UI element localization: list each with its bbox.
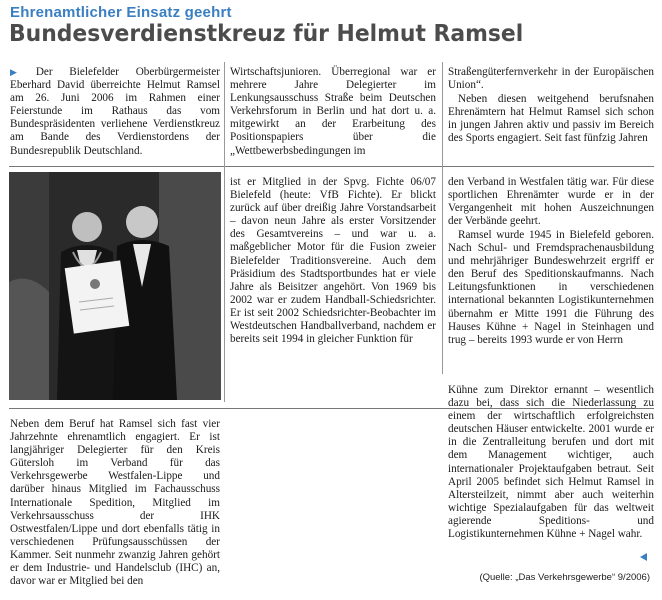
column-rule-2 bbox=[442, 62, 443, 374]
column-rule-1 bbox=[224, 62, 225, 402]
divider-top bbox=[9, 166, 654, 167]
lead-paragraph bbox=[10, 66, 220, 158]
column3-middle-text-a: den Verband in Westfalen tätig war. Für diese sportlichen Ehrenämter wurde er in der Vergangenheit mit hohen Auszeichnungen der Verbände geehrt. bbox=[448, 176, 654, 228]
column3-top-text-a: Straßengüterfernverkehr in der Europäischen Union“. bbox=[448, 66, 654, 92]
award-photo bbox=[9, 172, 221, 400]
column1-bottom-text: Neben dem Beruf hat Ramsel sich fast vier Jahrzehnte ehrenamtlich engagiert. Er ist langjähriger Delegierter für den Kreis Gütersloh im Verband für das Verkehrsgewerbe Westfalen-Lippe und darüber hinaus Mitglied im Fachausschuss Internationale Spedition, Mitglied im Verkehrsausschuss der IHK Ostwestfalen/Lippe und dort ebenfalls tätig in verschiedenen Prüfungsausschüssen der Kammer. Seit nunmehr zwanzig Jahren gehört er dem Industrie- und Handelsclub (IHC) an, davor war er Mitglied bei den bbox=[10, 418, 220, 588]
photo-of-two-men-with-certificate-icon bbox=[9, 172, 221, 400]
lead-text: Der Bielefelder Oberbürgermeister Eberhard David überreichte Helmut Ramsel am 26. Juni 2006 im Rahmen einer Feierstunde im Rathaus das vom Bundespräsidenten verliehene Verdienstkreuz am Bande des Verdienstordens der Bundesrepublik Deutschland. bbox=[10, 66, 220, 157]
column3-bottom-text: Kühne zum Direktor ernannt – wesentlich dazu bei, dass sich die Niederlassung zu einem der wirtschaftlich erfolgreichsten deutschen Häuser entwickelte. 2001 wurde er in die Zentralleitung berufen und dort mit dem Management wichtiger, auch internationaler Projektaufgaben betraut. Seit April 2005 befindet sich Helmut Ramsel in Altersteilzeit, nimmt aber auch weiterhin wichtige Spezialaufgaben für das weltweit agierende Speditions- und Logistikunternehmen Kühne + Nagel wahr. bbox=[448, 384, 654, 541]
column3-top-text-b: Neben diesen weitgehend berufsnahen Ehrenämtern hat Helmut Ramsel sich schon in jungen Jahren aktiv und passiv im Bereich des Sports engagiert. Seit fast fünfzig Jahren bbox=[448, 93, 654, 145]
column3-middle-text-b: Ramsel wurde 1945 in Bielefeld geboren. Nach Schul- und Fremdsprachenausbildung und mehrjähriger Bundeswehrzeit ergriff er den Beruf des Speditionskaufmanns. Nach Leitungsfunktionen in verschiedenen international bekannten Logistikunternehmen übernahm er Mitte 1991 die Führung des Hauses Kühne + Nagel in Steinhagen und trug – bereits 1993 wurde er von Herrn bbox=[448, 229, 654, 346]
end-of-article-triangle-icon bbox=[640, 553, 647, 561]
article-headline: Bundesverdienstkreuz für Helmut Ramsel bbox=[9, 19, 524, 47]
column2-middle-text: ist er Mitglied in der Spvg. Fichte 06/07 Bielefeld (heute: VfB Fichte). Er blickt zurück auf über dreißig Jahre Vorstandsarbeit – davon neun Jahre als erster Vorsitzender des Gesamtvereins – und war u. a. maßgeblicher Motor für die Fusion zweier Bielefelder Traditionsvereine. Auch dem Präsidium des Stadtsportbundes hat er viele Jahre als Beisitzer angehört. Von 1969 bis 2002 war er zudem Handball-Schiedsrichter. Er ist seit 2002 Schiedsrichter-Beobachter im Westdeutschen Handballverband, nachdem er bereits seit 1994 in gleicher Funktion für bbox=[230, 176, 436, 346]
source-credit: (Quelle: „Das Verkehrsgewerbe“ 9/2006) bbox=[479, 572, 650, 583]
column2-top-text: Wirtschaftsjunioren. Überregional war er mehrere Jahre Delegierter im Lenkungsausschuss Straße beim Deutschen Verkehrsforum in Berlin und hat dort u. a. mitgewirkt an der Erarbeitung des Positionspapiers über die „Wettbewerbsbedingungen im bbox=[230, 66, 436, 157]
kicker-line: Ehrenamtlicher Einsatz geehrt bbox=[10, 4, 232, 21]
lead-triangle-icon: ▶ bbox=[10, 67, 31, 77]
